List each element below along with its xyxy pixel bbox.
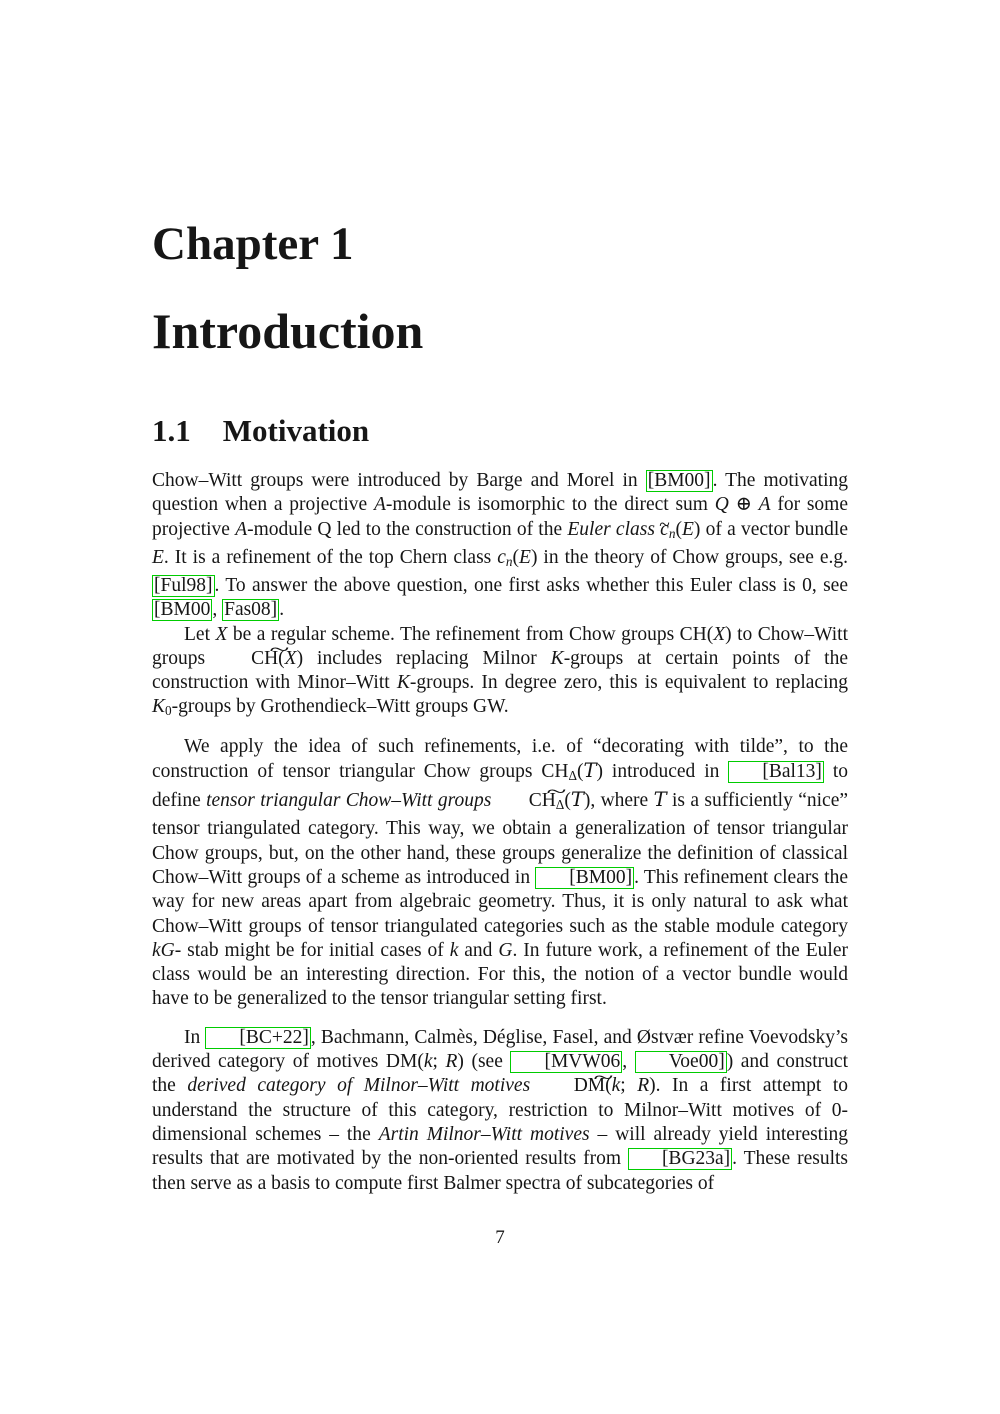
text-segment: ,	[622, 1051, 635, 1073]
text-segment: ) includes replacing Milnor	[296, 647, 551, 669]
citation-link[interactable]: [BM00]	[535, 867, 634, 889]
text-segment: is a sufficiently “nice” tensor triangulated category. This way, we obtain a generalization of tensor triangular Chow groups, but, on the other hand, these groups generalize the definition of classical Chow–Witt groups of a scheme as introduced in	[152, 790, 849, 888]
text-segment: E	[681, 518, 694, 540]
text-segment: , Bachmann, Calmès, Déglise, Fasel, and Østvær refine Voevodsky’s derived category of motives DM(	[152, 1026, 848, 1073]
text-segment: -module is isomorphic to the direct sum	[385, 494, 715, 516]
text-segment: T	[583, 758, 597, 782]
text-segment: . To answer the above question, one first asks whether this Euler class is 0, see	[214, 575, 848, 596]
paragraph	[152, 469, 848, 623]
text-segment: k	[423, 1051, 433, 1073]
text-segment: . These results then serve as a basis to compute first Balmer spectra of subcategories of	[152, 1148, 848, 1194]
text-segment: Euler class	[567, 518, 655, 540]
chapter-label: Chapter 1	[152, 218, 354, 270]
text-segment: ), where	[583, 790, 654, 812]
paragraph	[152, 623, 848, 724]
text-segment: ~ c	[660, 520, 669, 540]
text-segment: .	[279, 599, 285, 621]
text-segment: (	[605, 1075, 612, 1097]
text-segment: X	[284, 647, 297, 669]
citation-link[interactable]: [Ful98]	[154, 575, 213, 596]
text-segment: to define	[152, 760, 849, 812]
text-segment: T	[570, 788, 584, 812]
text-segment: ). In a first attempt to understand the structure of this category, restriction to Milnor–Witt motives of 0-dimensional schemes – the	[152, 1075, 849, 1145]
text-segment: ;	[432, 1051, 446, 1073]
text-segment: Δ	[555, 797, 565, 813]
text-segment: (	[564, 790, 571, 812]
citation-link[interactable]: [MVW06	[510, 1051, 622, 1073]
text-segment: for some projective	[152, 494, 848, 540]
text-segment: R	[637, 1075, 650, 1097]
text-segment: In	[184, 1026, 206, 1048]
paragraph	[152, 1026, 848, 1196]
text-segment: -groups by Grothendieck–Witt groups GW.	[171, 696, 509, 718]
text-segment: k	[449, 939, 459, 961]
citation-link[interactable]: Fas08]	[224, 599, 278, 621]
text-segment: . The motivating question when a projective	[152, 470, 848, 516]
text-segment: ) to Chow–Witt groups	[152, 623, 848, 669]
text-segment: - stab might be for initial cases of	[174, 939, 450, 961]
page-number: 7	[495, 1227, 505, 1248]
text-segment: We apply the idea of such refinements, i.e. of “decorating with tilde”, to the construction of tensor triangular Chow groups CH	[152, 735, 848, 782]
text-segment: n	[505, 553, 513, 569]
body-text	[152, 469, 848, 1196]
text-segment: k	[611, 1075, 621, 1097]
text-segment: K	[152, 696, 166, 718]
citation-link[interactable]: [BG23a]	[628, 1148, 732, 1170]
text-segment: 0	[165, 703, 172, 719]
text-segment: E	[152, 546, 164, 568]
text-segment: ;	[620, 1075, 638, 1097]
text-segment: . It is a refinement of the top Chern class	[163, 546, 498, 568]
section-title: Motivation	[222, 413, 370, 448]
text-segment: ⊕	[728, 494, 759, 516]
text-segment: Artin Milnor–Witt motives	[378, 1123, 590, 1145]
text-segment: ~ CH	[497, 791, 556, 811]
chapter-title: Introduction	[152, 303, 424, 359]
page-content	[152, 218, 848, 1196]
text-segment: n	[668, 525, 676, 541]
text-segment: . In future work, a refinement of the Euler class would be an interesting direction. For this, the notion of a vector bundle would have to be generalized to the tensor triangular setting first.	[152, 939, 848, 1010]
text-segment: ) and construct the	[152, 1051, 848, 1097]
text-segment	[530, 1075, 542, 1096]
text-segment: ) (see	[457, 1051, 511, 1073]
citation-link[interactable]: Voe00]	[635, 1051, 727, 1073]
text-segment: (	[675, 518, 682, 540]
text-segment: K	[396, 672, 410, 694]
text-segment: (	[278, 647, 285, 669]
text-segment: and	[458, 939, 499, 961]
text-segment: T	[653, 788, 667, 812]
text-segment: tensor triangular Chow–Witt groups	[206, 790, 492, 812]
text-segment: Let	[184, 623, 216, 645]
text-segment: -module Q led to the construction of the	[247, 518, 568, 540]
section-number: 1.1	[152, 413, 191, 448]
text-segment: -groups. In degree zero, this is equivalent to replacing	[409, 672, 848, 694]
citation-link[interactable]: [Bal13]	[728, 761, 824, 783]
text-segment: c	[497, 546, 506, 568]
text-segment: – will already yield interesting results that are motivated by the non-oriented results from	[152, 1123, 849, 1170]
text-segment: Chow–Witt groups were introduced by Barge and Morel in	[152, 470, 646, 491]
text-segment: ~ DM	[542, 1076, 605, 1096]
text-segment: R	[445, 1051, 458, 1073]
text-segment: A	[758, 494, 771, 516]
text-segment: A	[373, 494, 386, 516]
text-segment: K	[550, 647, 564, 669]
text-segment: G	[498, 939, 513, 961]
citation-link[interactable]: [BC+22]	[205, 1027, 311, 1049]
text-segment: X	[215, 623, 228, 645]
text-segment: kG	[152, 939, 175, 961]
text-segment: (	[576, 760, 584, 782]
text-segment: ) in the theory of Chow groups, see e.g.	[530, 546, 848, 568]
text-segment: Δ	[568, 767, 577, 783]
citation-link[interactable]: [BM00	[154, 599, 211, 621]
section-heading	[152, 414, 848, 448]
text-segment: be a regular scheme. The refinement from Chow groups CH(	[227, 623, 714, 645]
text-segment: Q	[714, 494, 729, 516]
citation-link[interactable]: [BM00]	[647, 470, 711, 491]
paragraph	[152, 735, 848, 1012]
text-segment: -groups at certain points of the construction with Minor–Witt	[152, 647, 848, 694]
text-segment: A	[235, 518, 248, 540]
text-segment: ) of a vector bundle	[693, 518, 849, 540]
text-segment: X	[713, 623, 726, 645]
text-segment: ,	[212, 599, 223, 621]
text-segment: ~ CH	[219, 649, 278, 669]
text-segment: (	[512, 546, 520, 568]
text-segment: derived category of Milnor–Witt motives	[187, 1075, 531, 1097]
text-segment: E	[519, 546, 531, 568]
text-segment: . This refinement clears the way for new areas apart from algebraic geometry. Thus, it is only natural to ask what Chow–Witt groups of tensor triangulated categories such as the stable module category	[152, 866, 848, 937]
text-segment: ) introduced in	[596, 760, 729, 782]
